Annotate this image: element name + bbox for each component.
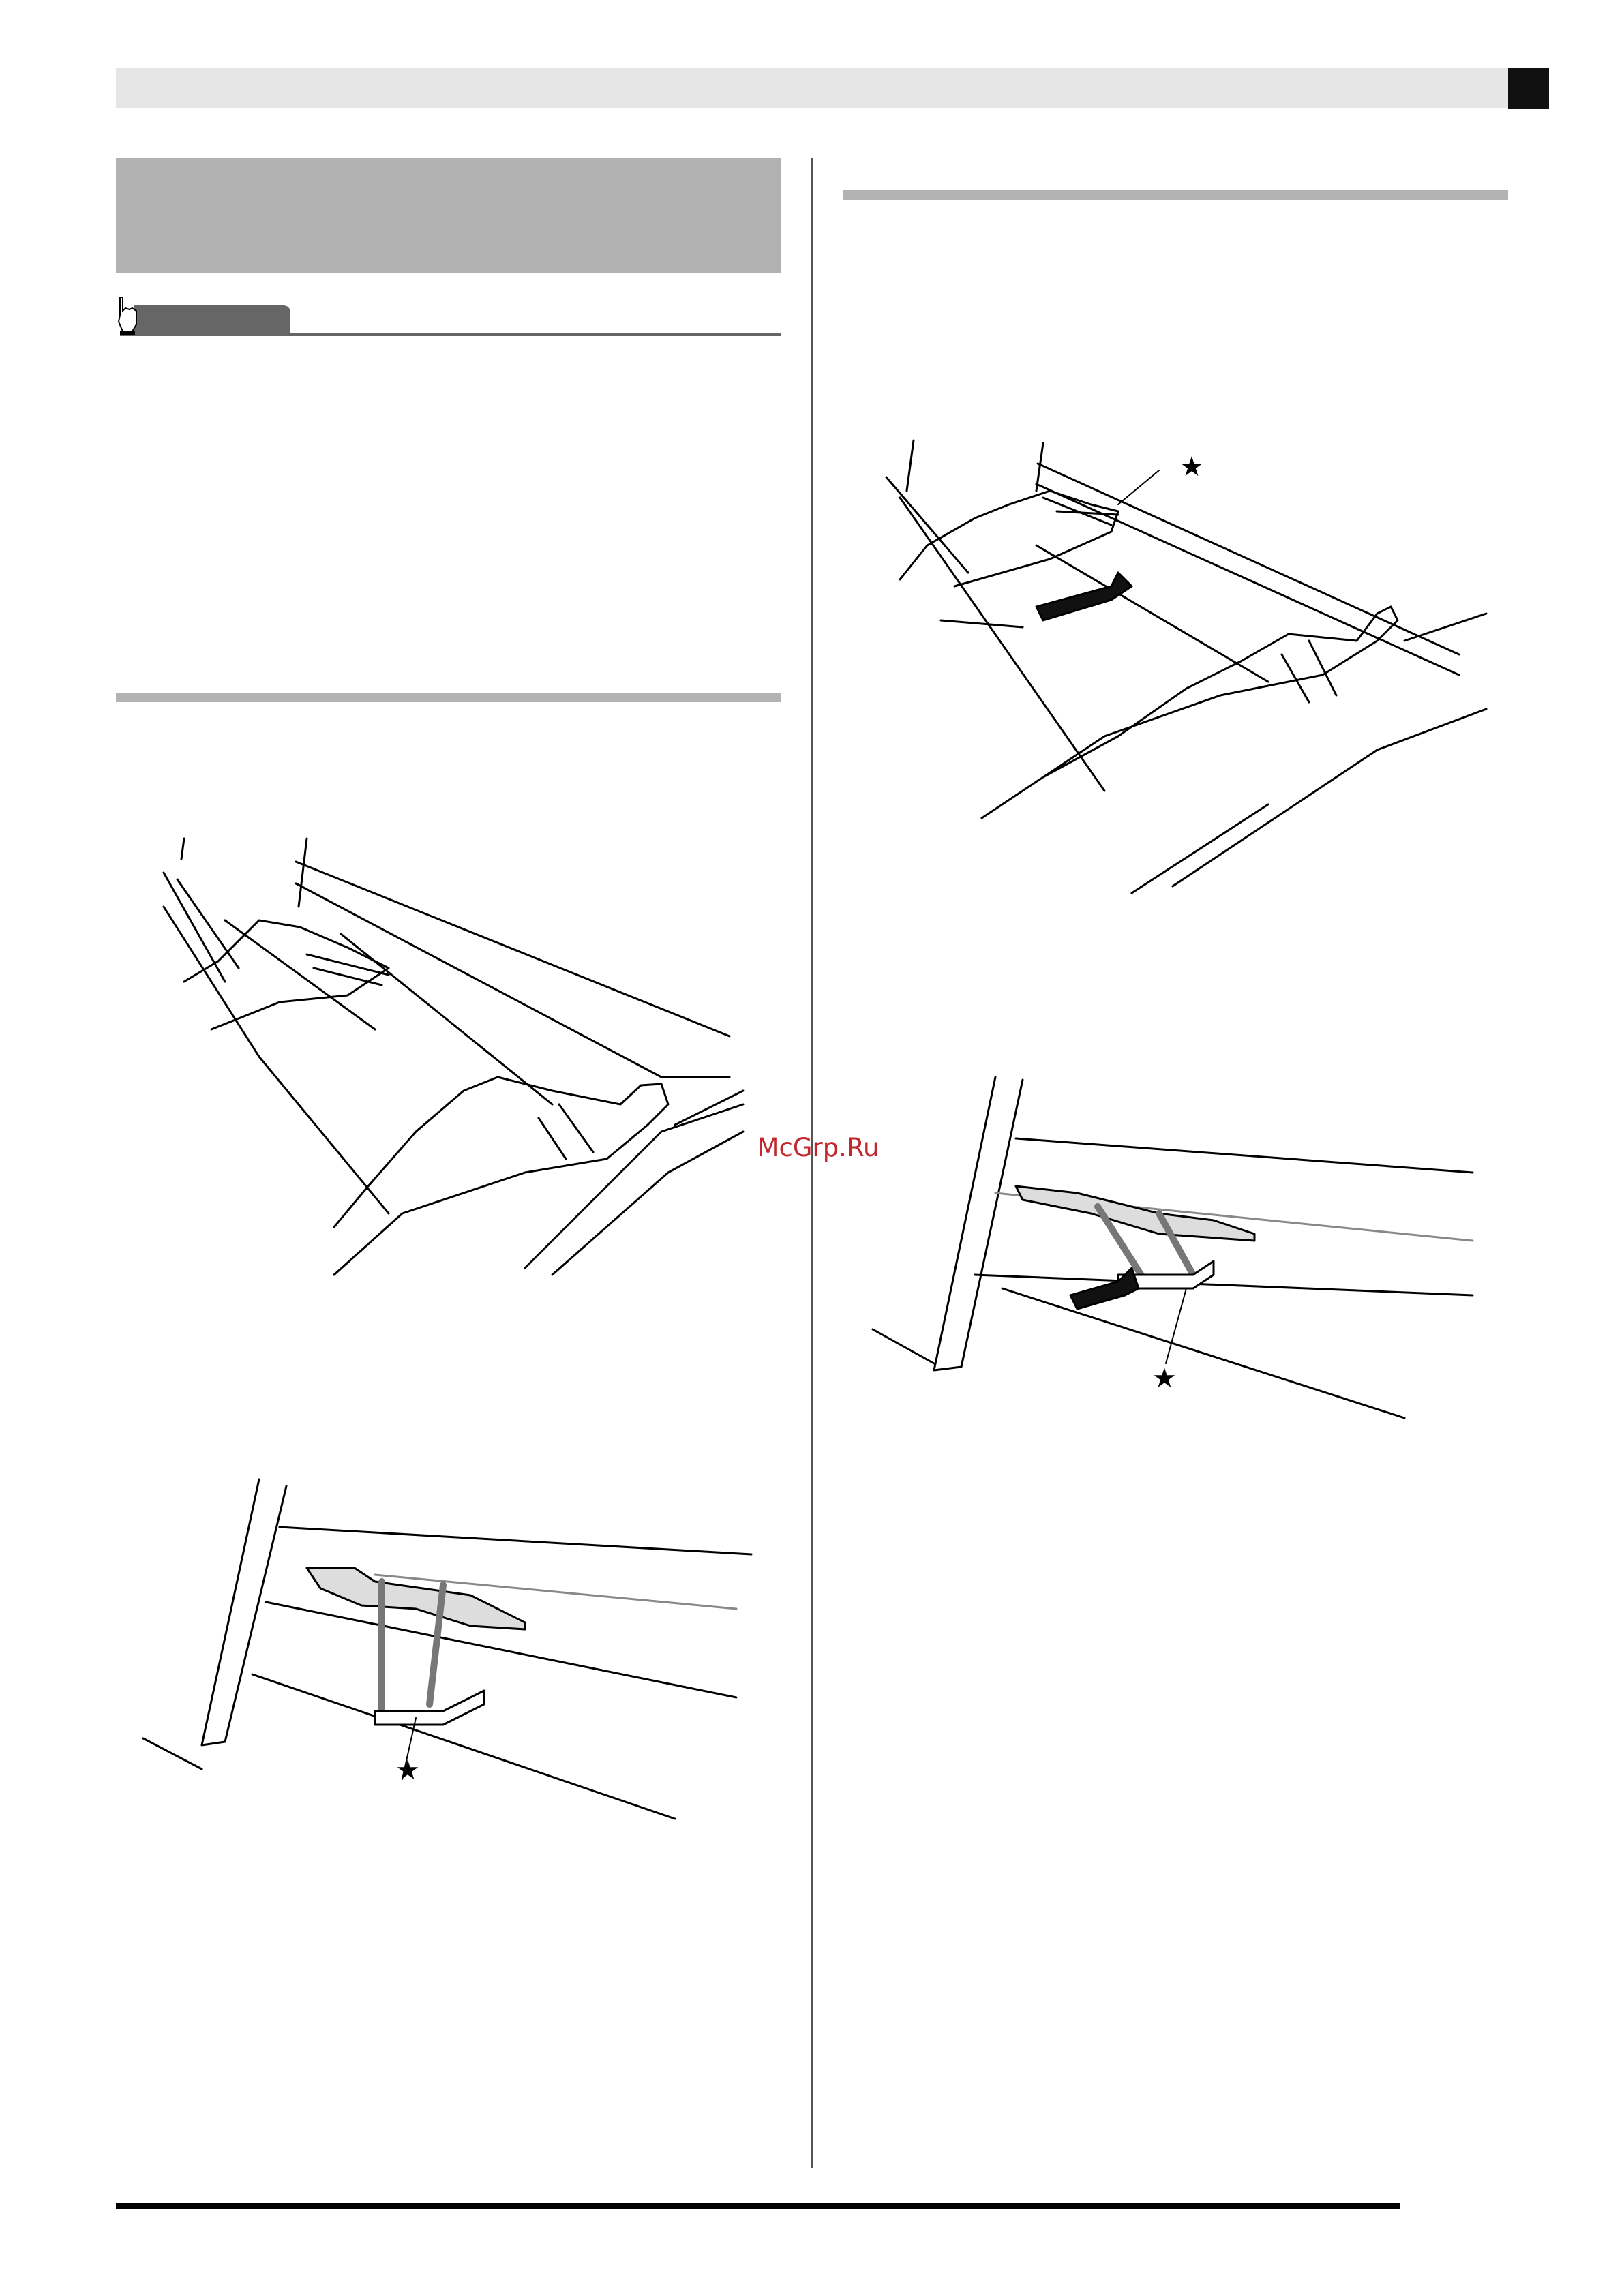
- pointing-hand-icon: [115, 294, 143, 337]
- arrow-icon: [1036, 573, 1132, 620]
- left-column-section-rule: [116, 693, 781, 702]
- star-callout: ★: [395, 1755, 420, 1786]
- page-header-band: [116, 68, 1508, 108]
- note-underline: [120, 333, 781, 336]
- watermark-text: McGrp.Ru: [757, 1133, 879, 1162]
- illustration-pedal-cord-right: [873, 1070, 1486, 1425]
- right-column-section-rule: [843, 190, 1508, 200]
- note-tab: [134, 305, 290, 334]
- page-footer-rule: [116, 2203, 1400, 2209]
- page-corner-marker: [1508, 68, 1549, 109]
- star-callout: ★: [1152, 1363, 1177, 1394]
- star-callout: ★: [1179, 451, 1204, 483]
- section-title-box: [116, 158, 781, 273]
- illustration-pedal-cord-left: [143, 1472, 757, 1827]
- illustration-closing-cover-right: [886, 436, 1500, 900]
- illustration-opening-cover-left: [143, 832, 743, 1268]
- arrow-icon: [1070, 1268, 1139, 1309]
